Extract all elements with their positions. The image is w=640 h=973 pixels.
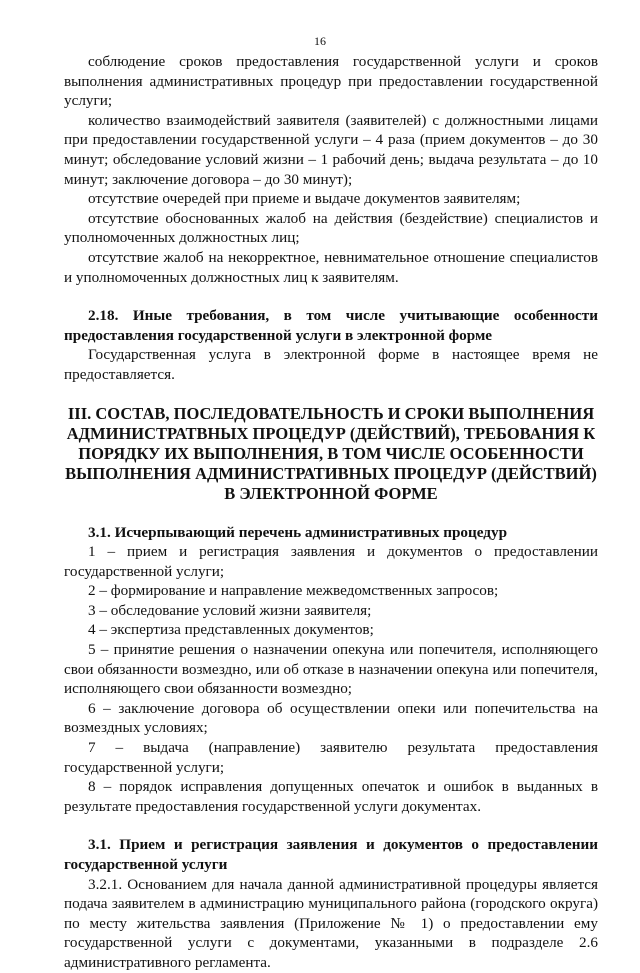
procedure-item: 3 – обследование условий жизни заявителя; xyxy=(88,601,372,619)
spacer xyxy=(64,287,598,306)
section-3-2-1-text: 3.2.1. Основанием для начала данной административной процедуры является подача заявителем в администрацию муниципального района (городского округа) по месту жительства заявления (Приложение № 1) о предоставлении ему государственной услуги с документами, указанными в подразделе 2.6 административного регламента. xyxy=(64,875,598,971)
paragraph: отсутствие жалоб на некорректное, невнимательное отношение специалистов и уполномоченных должностных лиц к заявителям. xyxy=(64,248,598,286)
procedure-item: 6 – заключение договора об осуществлении опеки или попечительства на возмездных условиях; xyxy=(64,699,598,737)
section-3-1-reception-heading: 3.1. Прием и регистрация заявления и документов о предоставлении государственной услуги xyxy=(64,836,598,873)
procedure-item: 1 – прием и регистрация заявления и документов о предоставлении государственной услуги; xyxy=(64,543,598,580)
procedure-item: 7 – выдача (направление) заявителю результата предоставления государственной услуги; xyxy=(64,739,598,776)
procedure-item: 8 – порядок исправления допущенных опечаток и ошибок в выданных в результате предоставления государственной услуги документах. xyxy=(64,778,598,815)
section-2-18-text: Государственная услуга в электронной форме в настоящее время не предоставляется. xyxy=(64,346,598,383)
section-2-18-heading: 2.18. Иные требования, в том числе учитывающие особенности предоставления государственной услуги в электронной форме xyxy=(64,307,598,344)
procedure-item: 5 – принятие решения о назначении опекуна или попечителя, исполняющего свои обязанности возмездно, или об отказе в назначении опекуна или попечителя, исполняющего свои обязанности возмездно; xyxy=(64,641,598,698)
procedure-item: 2 – формирование и направление межведомственных запросов; xyxy=(88,582,499,600)
section-3-1-heading: 3.1. Исчерпывающий перечень административных процедур xyxy=(88,523,508,541)
paragraph: отсутствие очередей при приеме и выдаче документов заявителям; xyxy=(88,190,521,208)
section-3-title: III. СОСТАВ, ПОСЛЕДОВАТЕЛЬНОСТЬ И СРОКИ ВЫПОЛНЕНИЯ АДМИНИСТРАТВНЫХ ПРОЦЕДУР (ДЕЙСТВИЙ), ТРЕБОВАНИЯ К ПОРЯДКУ ИХ ВЫПОЛНЕНИЯ, В ТОМ ЧИСЛЕ ОСОБЕННОСТИ ВЫПОЛНЕНИЯ АДМИНИСТРАТИВНЫХ ПРОЦЕДУР (ДЕЙСТВИЙ) В ЭЛЕКТРОННОЙ ФОРМЕ xyxy=(65,403,597,503)
page-number: 16 xyxy=(314,34,326,48)
page-content xyxy=(64,34,598,973)
spacer xyxy=(64,816,598,835)
paragraph: отсутствие обоснованных жалоб на действия (бездействие) специалистов и уполномоченных должностных лиц; xyxy=(64,209,598,247)
spacer xyxy=(64,385,598,404)
paragraph: соблюдение сроков предоставления государственной услуги и сроков выполнения административных процедур при предоставлении государственной услуги; xyxy=(64,53,598,110)
paragraph: количество взаимодействий заявителя (заявителей) с должностными лицами при предоставлении государственной услуги – 4 раза (прием документов – до 30 минут; обследование условий жизни – 1 рабочий день; выдача результата – до 10 минут; заключение договора – до 30 минут); xyxy=(64,111,598,188)
spacer xyxy=(64,504,598,523)
procedure-item: 4 – экспертиза представленных документов; xyxy=(88,621,374,639)
